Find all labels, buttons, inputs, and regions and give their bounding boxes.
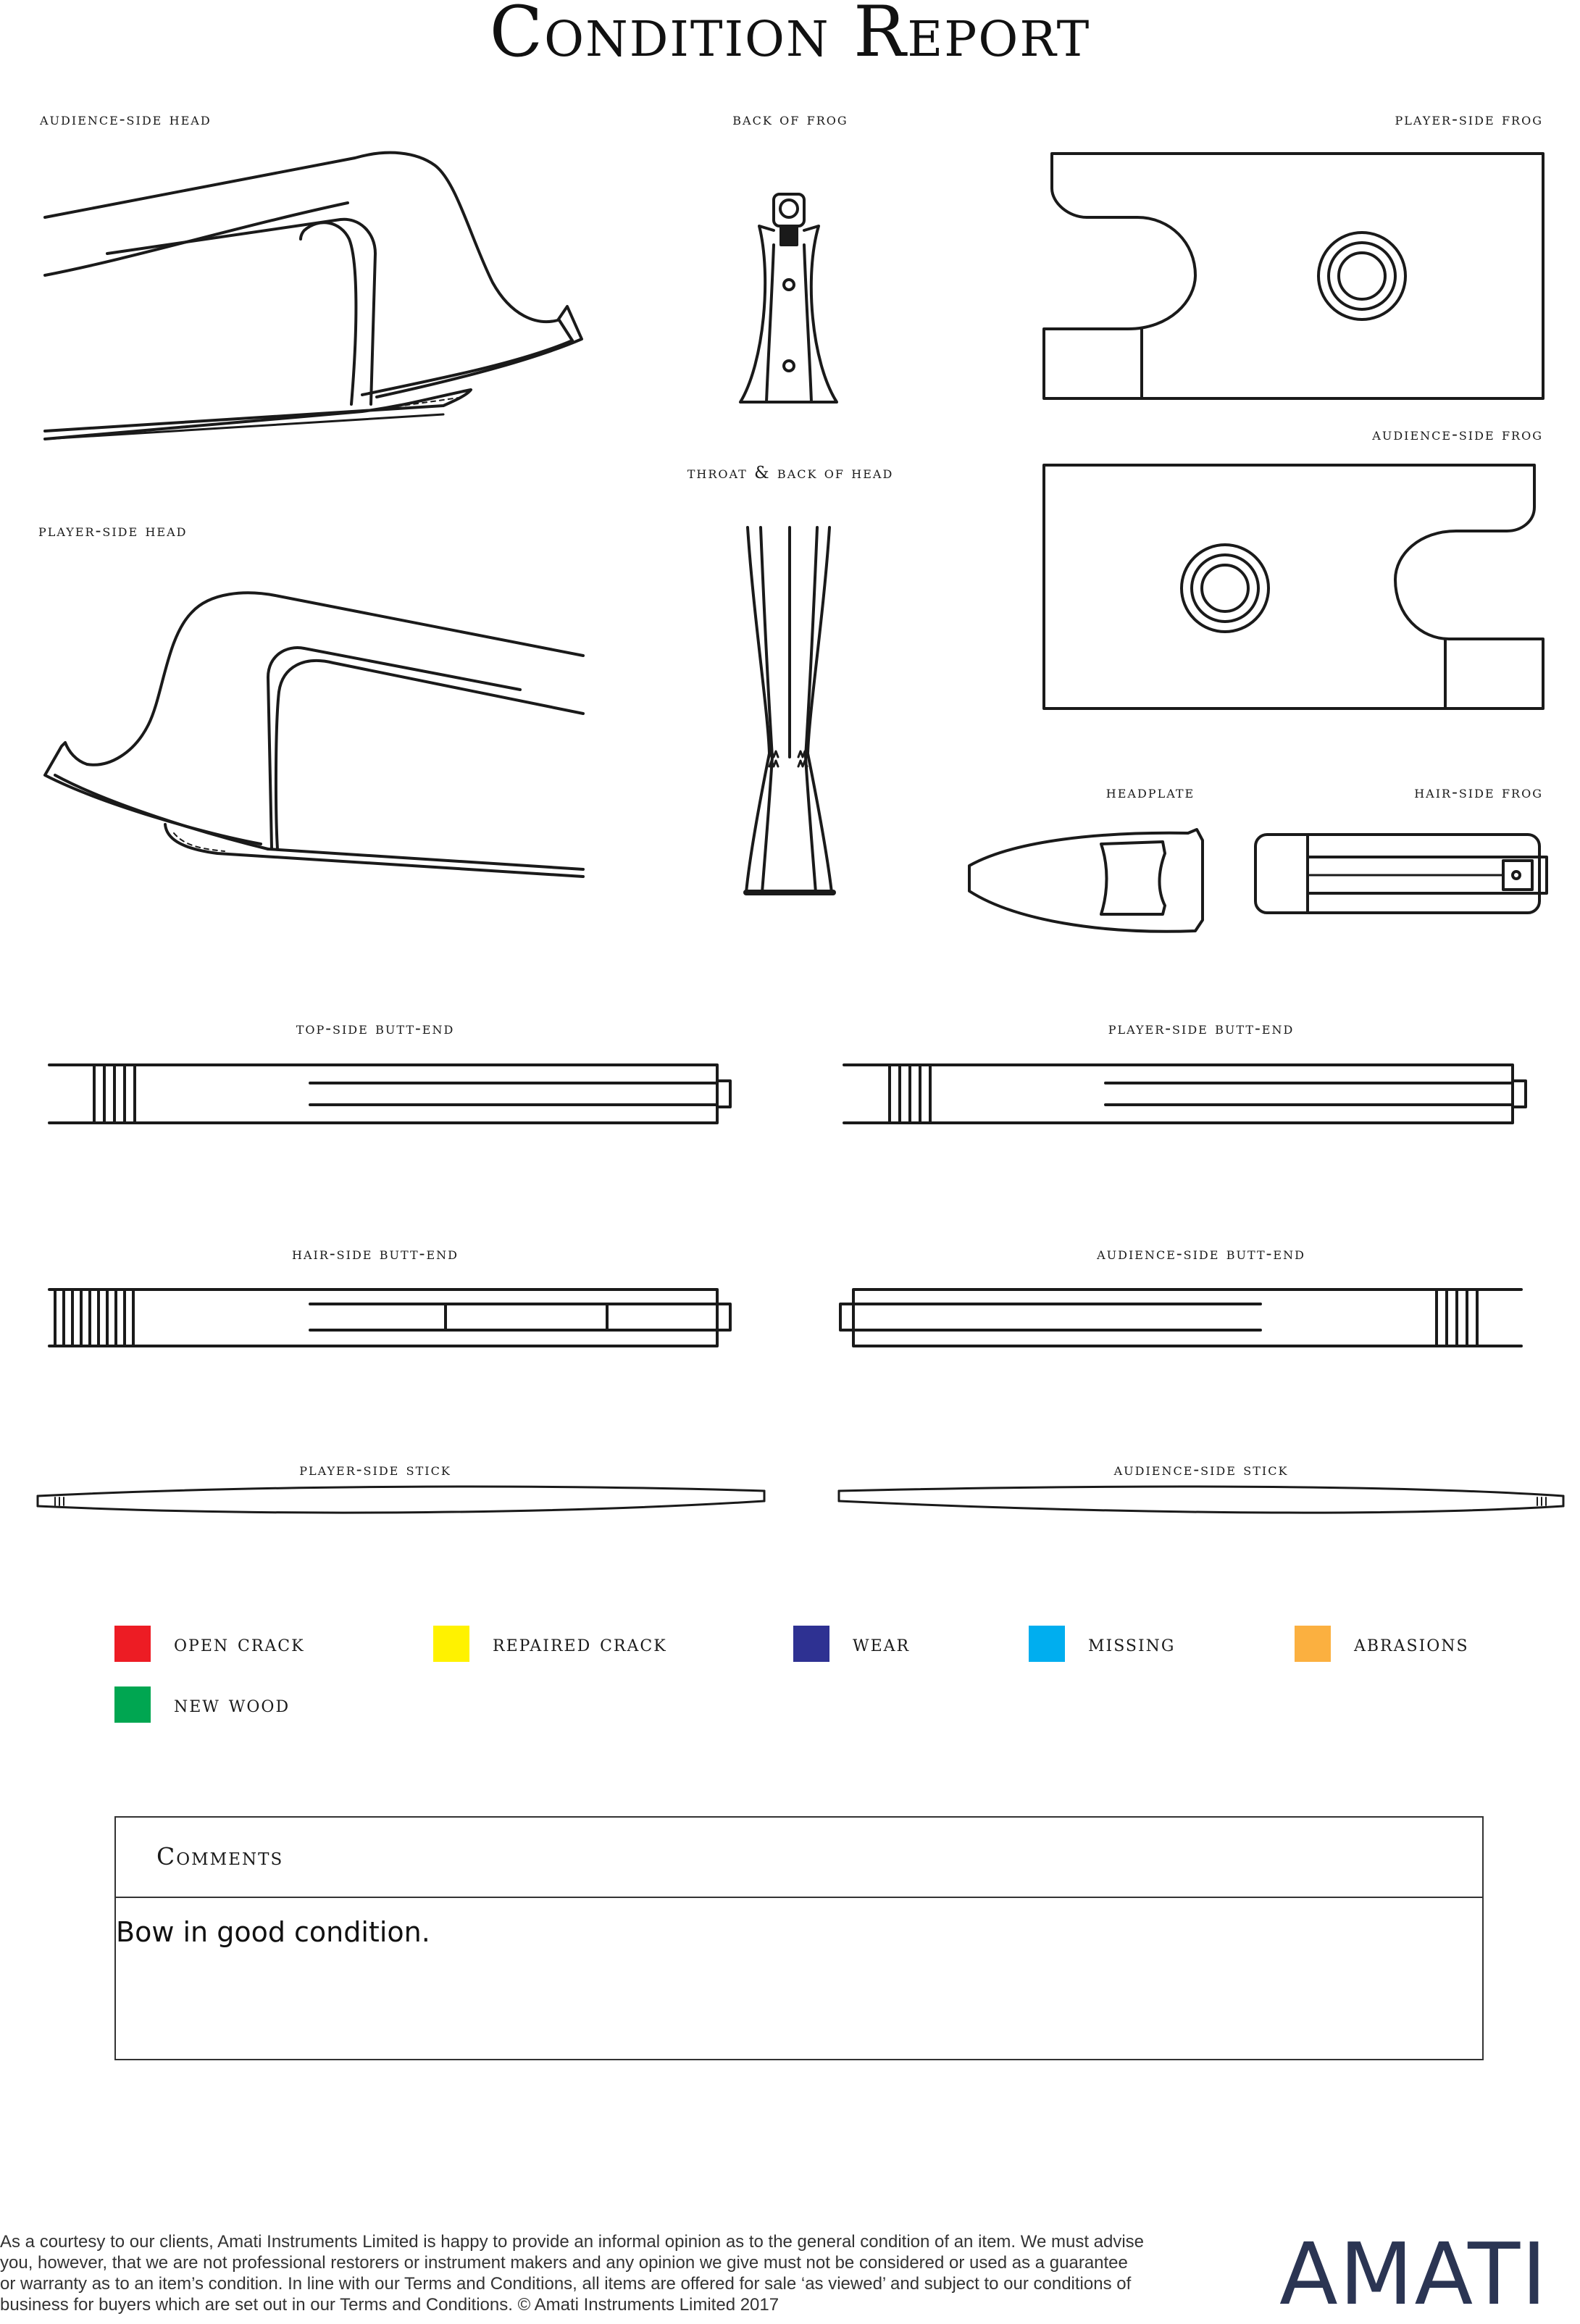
legend-item-abrasions: [1295, 1626, 1469, 1662]
legend-label: repaired crack: [493, 1631, 667, 1657]
legend-item-new-wood: [114, 1686, 290, 1723]
label-back-of-frog: back of frog: [732, 110, 848, 129]
top-side-butt-end-drawing: [49, 1065, 730, 1123]
comments-heading: Comments: [156, 1842, 284, 1871]
legend-item-missing: [1029, 1626, 1176, 1662]
new-wood-swatch: [114, 1686, 151, 1723]
audience-side-head-drawing: [45, 153, 582, 439]
comments-box: [114, 1816, 1484, 2060]
disclaimer-text: As a courtesy to our clients, Amati Instruments Limited is happy to provide an informal opinion as to the general condition of an item. We must advise you, however, that we are not professional restorers or instrument makers and any opinion we give must not be considered or used as a guarantee or warranty as to an item’s condition. In line with our Terms and Conditions, all items are offered for sale ‘as viewed’ and subject to our conditions of business for buyers which are set out in our Terms and Conditions. © Amati Instruments Limited 2017: [0, 2232, 1145, 2315]
legend-label: open crack: [174, 1631, 305, 1657]
audience-side-butt-end-drawing: [840, 1290, 1521, 1346]
audience-side-frog-drawing: [1044, 465, 1543, 709]
comments-header: [116, 1818, 1482, 1898]
player-side-frog-drawing: [1044, 154, 1543, 398]
back-of-frog-drawing: [740, 194, 837, 402]
legend-item-wear: [793, 1626, 910, 1662]
headplate-drawing: [969, 829, 1203, 932]
player-side-butt-end-drawing: [844, 1065, 1526, 1123]
hair-side-butt-end-drawing: [49, 1290, 730, 1346]
label-hair-side-frog: hair-side frog: [1414, 783, 1543, 802]
legend-item-repaired-crack: [433, 1626, 667, 1662]
label-player-side-stick: player-side stick: [299, 1460, 451, 1479]
legend-label: wear: [853, 1631, 911, 1657]
legend-label: abrasions: [1354, 1631, 1469, 1657]
comments-text: Bow in good condition.: [116, 1916, 430, 1948]
label-player-side-frog: player-side frog: [1395, 110, 1543, 129]
hair-side-frog-drawing: [1255, 835, 1547, 913]
label-top-side-butt-end: top-side butt-end: [296, 1019, 455, 1038]
legend-label: missing: [1088, 1631, 1176, 1657]
audience-side-stick-drawing: [839, 1487, 1563, 1513]
label-player-side-head: player-side head: [38, 522, 188, 540]
label-audience-side-head: audience-side head: [40, 110, 212, 129]
amati-logo: AMATI: [1279, 2224, 1548, 2324]
label-audience-side-stick: audience-side stick: [1113, 1460, 1289, 1479]
player-side-head-drawing: [45, 593, 583, 877]
throat-back-of-head-drawing: [746, 527, 833, 893]
label-throat-back-of-head: throat & back of head: [687, 464, 894, 482]
label-player-side-butt-end: player-side butt-end: [1108, 1019, 1295, 1038]
repaired-crack-swatch: [433, 1626, 469, 1662]
abrasions-swatch: [1295, 1626, 1331, 1662]
wear-swatch: [793, 1626, 829, 1662]
missing-swatch: [1029, 1626, 1065, 1662]
label-hair-side-butt-end: hair-side butt-end: [292, 1245, 459, 1263]
label-headplate: headplate: [1105, 783, 1195, 802]
label-audience-side-butt-end: audience-side butt-end: [1097, 1245, 1305, 1263]
page-title: Condition Report: [489, 0, 1091, 72]
legend-label: new wood: [174, 1692, 290, 1718]
open-crack-swatch: [114, 1626, 151, 1662]
legend-item-open-crack: [114, 1626, 305, 1662]
label-audience-side-frog: audience-side frog: [1372, 425, 1543, 444]
player-side-stick-drawing: [38, 1487, 764, 1513]
